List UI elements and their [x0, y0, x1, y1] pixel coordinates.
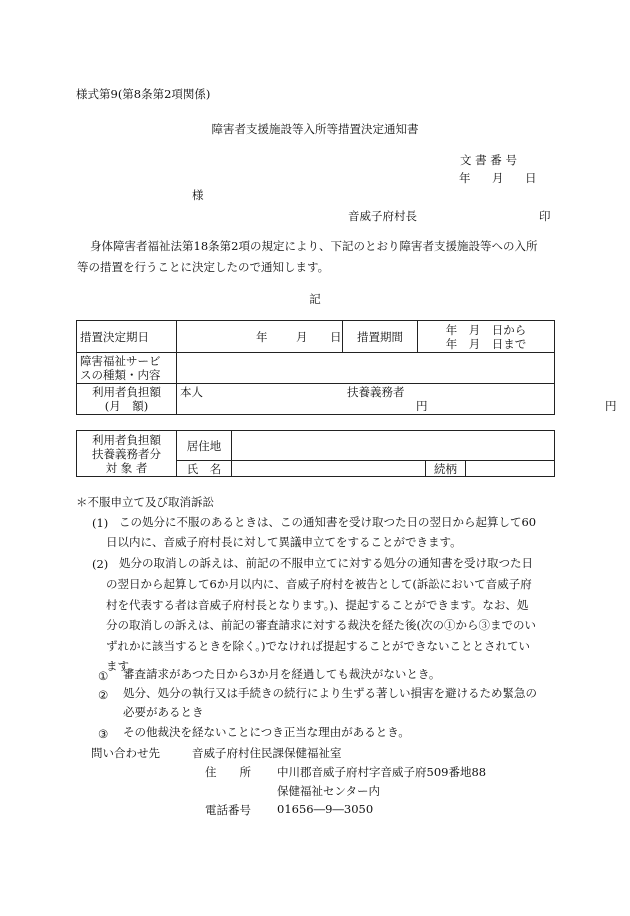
- appeal-item-2-line-6: ます。: [106, 659, 140, 673]
- burden-label-cell: [77, 384, 177, 415]
- contact-office: 音威子府村住民課保健福祉室: [192, 746, 342, 760]
- guardian-label: 扶養義務者: [347, 385, 405, 399]
- burden-label-line-1: 利用者負担額: [92, 385, 161, 399]
- relation-label-cell: [426, 461, 466, 477]
- address-line-2: 保健福祉センター内: [277, 784, 381, 798]
- service-value-cell: [177, 353, 555, 384]
- appeal-item-2-line-5: ずれかに該当するときを除く。)でなければ提起することができないこととされてい: [106, 638, 531, 653]
- date-month-label: 月: [492, 171, 504, 185]
- self-label: 本人: [180, 385, 203, 399]
- issuer-name: 音威子府村長: [348, 209, 417, 223]
- period-to: 年 月 日まで: [445, 336, 527, 351]
- seal-mark: 印: [539, 209, 551, 223]
- period-label: 措置期間: [357, 329, 403, 344]
- appeal-item-2-line-1: 処分の取消しの訴えは、前記の不服申立てに対する処分の通知書を受け取つた日: [119, 556, 533, 570]
- relation-value-cell: [466, 461, 555, 477]
- ki-heading: 記: [309, 292, 321, 306]
- intro-line-2: 等の措置を行うことに決定したので通知します。: [77, 260, 330, 274]
- guardian-residence-row: [77, 431, 555, 461]
- period-value-cell: [418, 321, 555, 353]
- burden-row: [77, 384, 555, 415]
- sub-item-2-line-1: 処分、処分の執行又は手続きの続行により生ずる著しい損害を避けるため緊急の: [123, 686, 537, 700]
- guardian-label-cell: [77, 431, 177, 477]
- appeal-item-2-number: (2): [92, 557, 109, 571]
- decision-month-label: 月: [296, 329, 308, 344]
- decision-date-label-cell: [77, 321, 177, 353]
- decision-date-value-cell: [177, 321, 343, 353]
- appeal-item-2-rest: [106, 574, 536, 677]
- appeal-item-2-line-4: 分の取消しの訴えは、前記の審査請求に対する裁決を経た後(次の①から③までのい: [106, 618, 536, 632]
- burden-value-cell: [177, 384, 617, 415]
- burden-label-line-2: (月 額): [104, 399, 149, 413]
- residence-value-cell: [232, 431, 555, 461]
- form-id: 様式第9(第8条第2項関係): [76, 87, 211, 101]
- guardian-label-line-3: 対 象 者: [105, 460, 148, 475]
- guardian-label-line-1: 利用者負担額: [92, 432, 161, 447]
- address-label: 住 所: [205, 765, 251, 779]
- period-from: 年 月 日から: [445, 322, 527, 337]
- decision-date-label: 措置決定期日: [80, 329, 149, 344]
- name-label-cell: [177, 461, 232, 477]
- guardian-yen: 円: [605, 399, 617, 413]
- appeal-item-2-line-2: の翌日から起算して6か月以内に、音威子府村を被告として(訴訟において音威子府: [106, 577, 532, 591]
- document-number-label: 文 書 番 号: [460, 153, 517, 167]
- residence-label-cell: [177, 431, 232, 461]
- sub-item-1-number: ①: [98, 669, 109, 683]
- sub-item-3-line-1: その他裁決を経ないことにつき正当な理由があるとき。: [123, 725, 410, 739]
- guardian-table: [76, 430, 555, 477]
- name-value-cell: [232, 461, 426, 477]
- sub-item-2-line-2: 必要があるとき: [123, 705, 204, 719]
- decision-row: [77, 321, 555, 353]
- date-year-label: 年: [459, 171, 471, 185]
- appeal-item-2-first: [119, 553, 533, 574]
- self-yen: 円: [416, 399, 428, 413]
- appeal-item-1-line-2: 日以内に、音威子府村長に対して異議申立てをすることができます。: [106, 535, 462, 549]
- contact-label: 問い合わせ先: [91, 746, 160, 760]
- appeal-item-1-number: (1): [92, 516, 109, 530]
- guardian-label-line-2: 扶養義務者分: [92, 446, 161, 461]
- appeal-heading: ＊不服申立て及び取消訴訟: [76, 495, 214, 509]
- date-day-label: 日: [525, 171, 537, 185]
- sub-item-3-number: ③: [98, 727, 109, 741]
- decision-table: [76, 320, 617, 415]
- appeal-item-1-cont: [106, 532, 462, 553]
- intro-line-1: 身体障害者福祉法第18条第2項の規定により、下記のとおり障害者支援施設等への入所: [90, 239, 538, 253]
- appeal-item-2-line-3: 村を代表する者は音威子府村長となります。)、提起することができます。なお、処: [106, 597, 529, 612]
- sub-item-2-number: ②: [98, 688, 109, 702]
- appeal-item-1-text: [119, 512, 536, 533]
- document-title: 障害者支援施設等入所等措置決定通知書: [211, 122, 419, 136]
- addressee-suffix: 様: [192, 188, 204, 202]
- phone-number: 01656―9―3050: [277, 802, 374, 816]
- service-label-cell: [77, 353, 177, 384]
- service-row: [77, 353, 555, 384]
- period-label-cell: [343, 321, 418, 353]
- sub-item-1-line-1: 審査請求があつた日から3か月を経過しても裁決がないとき。: [123, 667, 441, 681]
- relation-label: 続柄: [434, 461, 457, 476]
- decision-year-label: 年: [256, 329, 268, 344]
- appeal-item-1-line-1: この処分に不服のあるときは、この通知書を受け取つた日の翌日から起算して60: [119, 515, 537, 529]
- decision-day-label: 日: [330, 329, 342, 344]
- name-label: 氏 名: [186, 461, 222, 476]
- service-label-line-2: スの種類・内容: [80, 368, 161, 382]
- residence-label: 居住地: [186, 438, 222, 453]
- phone-label: 電話番号: [205, 803, 251, 817]
- service-label-line-1: 障害福祉サービ: [80, 354, 161, 368]
- address-line-1: 中川郡音威子府村字音威子府509番地88: [277, 765, 487, 779]
